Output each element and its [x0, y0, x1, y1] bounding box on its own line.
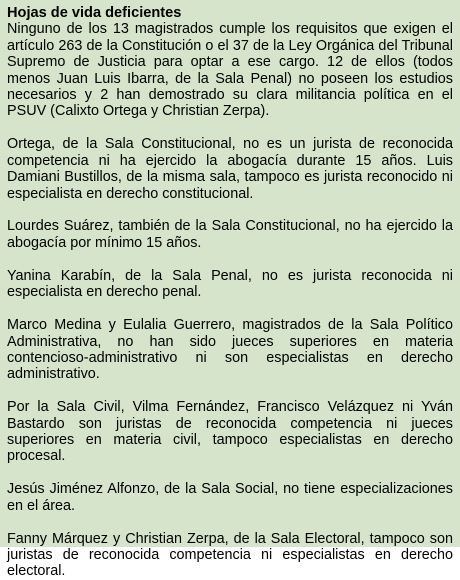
paragraph-sala-electoral: Fanny Márquez y Christian Zerpa, de la Sala Electoral, tampoco son juristas de reconocida competencia ni especialistas en derecho electoral.	[7, 530, 453, 580]
box-title: Hojas de vida deficientes	[7, 5, 182, 21]
paragraph-intro: Ninguno de los 13 magistrados cumple los requisitos que exigen el artículo 263 de la Constitución o el 37 de la Ley Orgánica del Tribunal Supremo de Justicia para optar a ese cargo. 12 de ellos (todos menos Juan Luis Ibarra, de la Sala Penal) no poseen los estudios necesarios y 2 han demostrado su clara militancia política en el PSUV (Calixto Ortega y Christian Zerpa).	[7, 21, 453, 120]
paragraph-suarez: Lourdes Suárez, también de la Sala Constitucional, no ha ejercido la abogacía por mínimo 15 años.	[7, 218, 453, 251]
paragraph-karabin: Yanina Karabín, de la Sala Penal, no es jurista reconocida ni especialista en derecho penal.	[7, 267, 453, 301]
paragraph-jimenez: Jesús Jiménez Alfonzo, de la Sala Social, no tiene especializaciones en el área.	[7, 481, 453, 514]
paragraph-sala-civil: Por la Sala Civil, Vilma Fernández, Francisco Velázquez ni Yván Bastardo son juristas de reconocida competencia ni jueces superiores en materia civil, tampoco especialistas en derecho procesal.	[7, 399, 453, 465]
paragraph-ortega: Ortega, de la Sala Constitucional, no es un jurista de reconocida competencia ni ha ejercido la abogacía durante 15 años. Luis Damiani Bustillos, de la misma sala, tampoco es jurista reconocido ni especialista en derecho constitucional.	[7, 136, 453, 202]
paragraph-medina-guerrero: Marco Medina y Eulalia Guerrero, magistrados de la Sala Político Administrativa, no han sido jueces superiores en materia contencioso-administrativo ni son especialistas en derecho administrativo.	[7, 317, 453, 383]
